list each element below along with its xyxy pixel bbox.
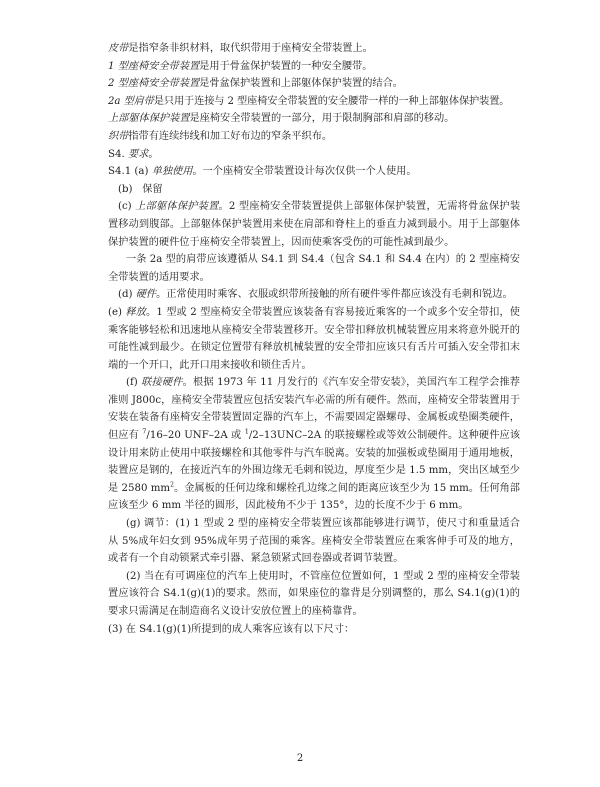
definition-upper-torso-restraint: 上部躯体保护装置是座椅安全带装置的一部分，用于限制胸部和肩部的移动。 xyxy=(108,113,455,125)
term: 2 型座椅安全带装置 xyxy=(108,78,200,90)
section-s41b: (b) 保留 xyxy=(118,183,163,195)
definition-type2-belt: 2 型座椅安全带装置是骨盆保护装置和上部躯体保护装置的结合。 xyxy=(108,78,403,90)
term: 上部躯体保护装置 xyxy=(135,201,219,213)
section-s41d: (d) 硬件。正常使用时乘客、衣服或织带所接触的所有硬件零件都应该没有毛刺和锐边。 xyxy=(118,289,513,301)
term: 释放 xyxy=(125,306,147,318)
term: 硬件 xyxy=(135,289,157,301)
term: 皮带 xyxy=(108,43,129,54)
definition-leather-belt: 皮带是指窄条非织材料，取代织带用于座椅安全带装置上。 xyxy=(108,43,373,54)
section-s41g2: (2) 当在有可调座位的汽车上使用时，不管座位位置如何，1 型或 2 型的座椅安全带装置应该符合 S4.1(g)(1)的要求。然而，如果座位的靠背是分别调整的，那么 S4.1(g)(1)的要求只需满足在制造商名义设计安放位置上的座椅靠背。 xyxy=(108,570,520,617)
section-s41e: (e) 释放。1 型或 2 型座椅安全带装置应该装备有容易接近乘客的一个或多个安全带扣，使乘客能够轻松和迅速地从座椅安全带装置移开。安全带扣释放机械装置应用来将意外脱开的可能性减到最少。在锁定位置带有释放机械装置的安全带扣应该只有舌片可插入安全带扣末端的一个开口，此开口用来接收和锁住舌片。 xyxy=(108,306,520,371)
definition-type2a-shoulder-belt: 2a 型肩带是只用于连接与 2 型座椅安全带装置的安全腰带一样的一种上部躯体保护装置。 xyxy=(108,95,510,107)
term: 上部躯体保护装置 xyxy=(108,113,190,125)
term: 1 型座椅安全带装置 xyxy=(108,60,200,72)
shoulder-belt-requirement: 一条 2a 型的肩带应该遵循从 S4.1 到 S4.4（包含 S4.1 和 S4.4 在内）的 2 型座椅安全带装置的适用要求。 xyxy=(108,254,520,283)
term: 单独使用 xyxy=(151,166,193,178)
page-number: 2 xyxy=(296,753,304,764)
section-s41a: S4.1 (a) 单独使用。一个座椅安全带装置设计每次仅供一个人使用。 xyxy=(108,166,417,178)
section-s41c: (c) 上部躯体保护装置。2 型座椅安全带装置提供上部躯体保护装置，无需将骨盆保护装置移动到腹部。上部躯体保护装置用来使在肩部和脊柱上的垂直力减到最小。用于上部躯体保护装置的硬件位于座椅安全带装置上，因而使乘客受伤的可能性减到最少。 xyxy=(108,201,521,248)
section-s41f: (f) 联接硬件。根据 1973 年 11 月发行的《汽车安全带安装》，美国汽车工程学会推荐准则 J800c，座椅安全带装置应包括安装汽车必需的所有硬件。然而，座椅安全带装置用于安装在装备有座椅安全带装置固定器的汽车上，不需要固定器螺母、金属板或垫圈类硬件，但应有 $^7$/16–20 UNF–2A 或 $^1$/2–13UNC–2A 的联接螺栓或等效公制硬件。这种硬件应该设计用来防止使用中联接螺栓和其他零件与汽车脱离。安装的加强板或垫圈用于通用地板，装置应是钢的，在接近汽车的外围边缘无毛刺和锐边，厚度至少是 1.5 mm，突出区域至少是 2580 $mm^2$。金属板的任何边缘和螺栓孔边缘之间的距离应该至少为 15 mm。任何角部应该至少 6 mm 半径的圆形，因此棱角不少于 135°，边的长度不少于 6 mm。 xyxy=(108,377,521,512)
section-s41g3: (3) 在 S4.1(g)(1)所提到的成人乘客应该有以下尺寸： xyxy=(108,623,355,635)
section-s41g1: (g) 调节：(1) 1 型或 2 型的座椅安全带装置应该都能够进行调节，使尺寸和重量适合从 5%成年妇女到 95%成年男子范围的乘客。座椅安全带装置应在乘客伸手可及的地方，或者有一个自动锁紧式牵引器、紧急锁紧式回卷器或者调节装置。 xyxy=(108,518,520,565)
section-s4-heading: S4. 要求。 xyxy=(108,148,159,160)
definition-type1-belt: 1 型座椅安全带装置是用于骨盆保护装置的一种安全腰带。 xyxy=(108,60,373,72)
term: 织带 xyxy=(108,130,129,142)
term: 型肩带 xyxy=(123,95,154,107)
term: 联接硬件 xyxy=(141,377,183,389)
definition-webbing: 织带指带有连续纬线和加工好布边的窄条平织布。 xyxy=(108,130,333,142)
